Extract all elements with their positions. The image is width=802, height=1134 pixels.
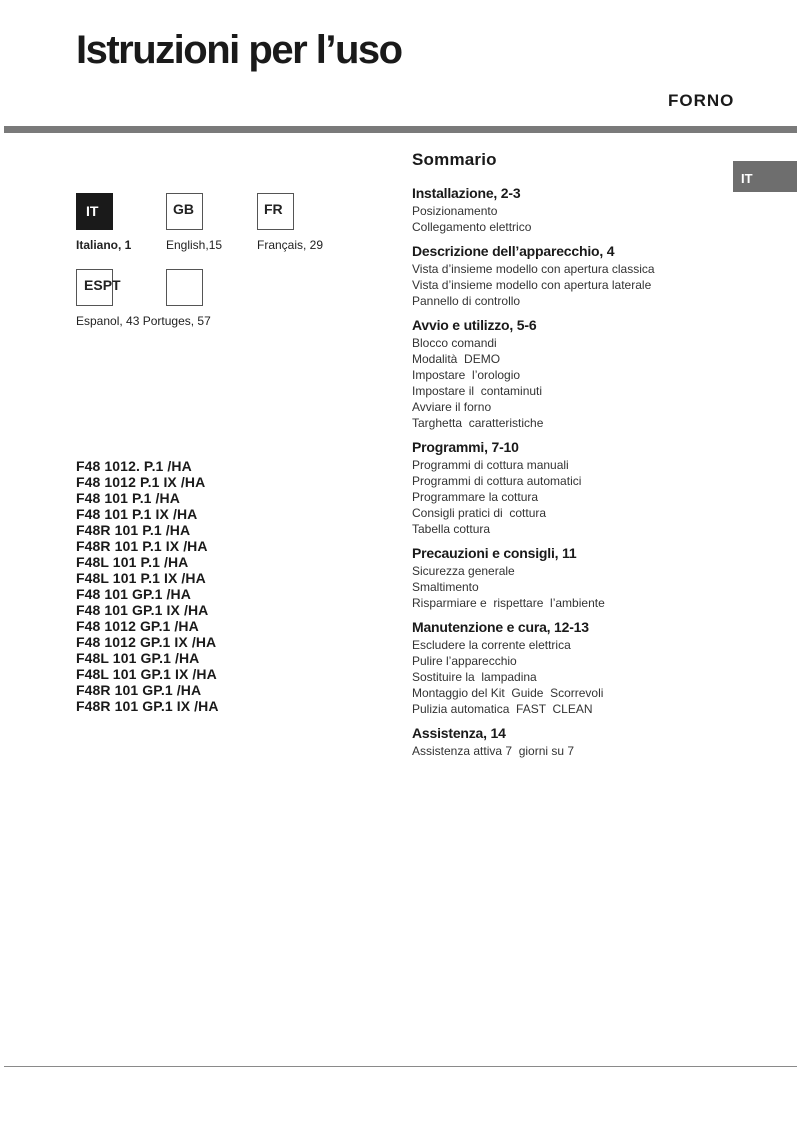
language-code-es: ES (84, 277, 103, 293)
language-box-gb[interactable]: GB (166, 193, 203, 230)
toc-heading[interactable]: Installazione, 2-3 (412, 185, 521, 201)
toc-section-descrizione (412, 242, 732, 309)
model-item: F48 1012. P.1 /HA (76, 458, 192, 474)
toc-heading[interactable]: Avvio e utilizzo, 5-6 (412, 317, 537, 333)
toc-item[interactable]: Tabella cottura (412, 522, 491, 536)
model-item: F48 101 P.1 IX /HA (76, 506, 198, 522)
language-caption-es: Espanol, 43 (76, 314, 140, 328)
language-box-fr[interactable]: FR (257, 193, 294, 230)
toc-section-manutenzione (412, 618, 732, 717)
toc-item[interactable]: Posizionamento (412, 204, 498, 218)
toc-item[interactable]: Smaltimento (412, 580, 479, 594)
model-item: F48L 101 P.1 /HA (76, 554, 189, 570)
toc-section-precauzioni (412, 544, 732, 611)
language-caption-it: Italiano, 1 (76, 238, 132, 252)
toc-item[interactable]: Modalità DEMO (412, 352, 501, 366)
language-box-it[interactable]: IT (76, 193, 113, 230)
top-divider (4, 126, 797, 133)
model-item: F48R 101 GP.1 IX /HA (76, 698, 219, 714)
toc-item[interactable]: Vista d’insieme modello con apertura classica (412, 262, 655, 276)
model-item: F48L 101 GP.1 IX /HA (76, 666, 217, 682)
toc-item[interactable]: Impostare l’orologio (412, 368, 521, 382)
toc-item[interactable]: Risparmiare e rispettare l’ambiente (412, 596, 605, 610)
model-item: F48 1012 GP.1 IX /HA (76, 634, 217, 650)
toc-item[interactable]: Pulire l’apparecchio (412, 654, 517, 668)
toc-heading[interactable]: Manutenzione e cura, 12-13 (412, 619, 589, 635)
language-caption-fr: Français, 29 (257, 238, 324, 252)
toc-title: Sommario (412, 150, 497, 169)
model-item: F48R 101 P.1 IX /HA (76, 538, 208, 554)
toc-item[interactable]: Programmi di cottura automatici (412, 474, 582, 488)
model-item: F48 101 GP.1 IX /HA (76, 602, 209, 618)
toc-section-avvio (412, 316, 732, 431)
language-box-es[interactable] (76, 269, 121, 306)
table-of-contents (412, 150, 732, 766)
toc-heading[interactable]: Precauzioni e consigli, 11 (412, 545, 577, 561)
language-caption-pt: Portuges, 57 (142, 314, 211, 328)
toc-item[interactable]: Pulizia automatica FAST CLEAN (412, 702, 593, 716)
model-list (76, 458, 219, 714)
product-type-label: FORNO (668, 91, 735, 110)
toc-item[interactable]: Targhetta caratteristiche (412, 416, 544, 430)
toc-item[interactable]: Blocco comandi (412, 336, 497, 350)
toc-item[interactable]: Consigli pratici di cottura (412, 506, 547, 520)
toc-item[interactable]: Sicurezza generale (412, 564, 515, 578)
toc-item[interactable]: Programmi di cottura manuali (412, 458, 569, 472)
model-item: F48 1012 GP.1 /HA (76, 618, 199, 634)
toc-section-programmi (412, 438, 732, 537)
language-box-pt[interactable] (166, 269, 203, 306)
model-item: F48 101 P.1 /HA (76, 490, 180, 506)
toc-item[interactable]: Avviare il forno (412, 400, 492, 414)
bottom-divider (4, 1066, 797, 1067)
toc-heading[interactable]: Descrizione dell’apparecchio, 4 (412, 243, 615, 259)
model-item: F48 1012 P.1 IX /HA (76, 474, 206, 490)
model-item: F48R 101 P.1 /HA (76, 522, 191, 538)
language-side-tab: IT (733, 161, 797, 192)
toc-section-assistenza (412, 724, 732, 759)
model-item: F48 101 GP.1 /HA (76, 586, 191, 602)
toc-heading[interactable]: Programmi, 7-10 (412, 439, 519, 455)
model-item: F48R 101 GP.1 /HA (76, 682, 202, 698)
language-code-pt: PT (102, 277, 121, 293)
toc-item[interactable]: Collegamento elettrico (412, 220, 532, 234)
page-title: Istruzioni per l’uso (76, 28, 402, 72)
model-item: F48L 101 GP.1 /HA (76, 650, 200, 666)
toc-item[interactable]: Impostare il contaminuti (412, 384, 543, 398)
toc-heading[interactable]: Assistenza, 14 (412, 725, 506, 741)
toc-item[interactable]: Pannello di controllo (412, 294, 521, 308)
toc-item[interactable]: Vista d’insieme modello con apertura laterale (412, 278, 652, 292)
toc-item[interactable]: Montaggio del Kit Guide Scorrevoli (412, 686, 604, 700)
toc-item[interactable]: Sostituire la lampadina (412, 670, 537, 684)
model-item: F48L 101 P.1 IX /HA (76, 570, 206, 586)
toc-item[interactable]: Escludere la corrente elettrica (412, 638, 571, 652)
toc-item[interactable]: Programmare la cottura (412, 490, 539, 504)
language-caption-gb: English,15 (166, 238, 223, 252)
language-caption-es-pt (76, 314, 211, 328)
toc-section-installazione (412, 184, 732, 235)
toc-item[interactable]: Assistenza attiva 7 giorni su 7 (412, 744, 575, 758)
